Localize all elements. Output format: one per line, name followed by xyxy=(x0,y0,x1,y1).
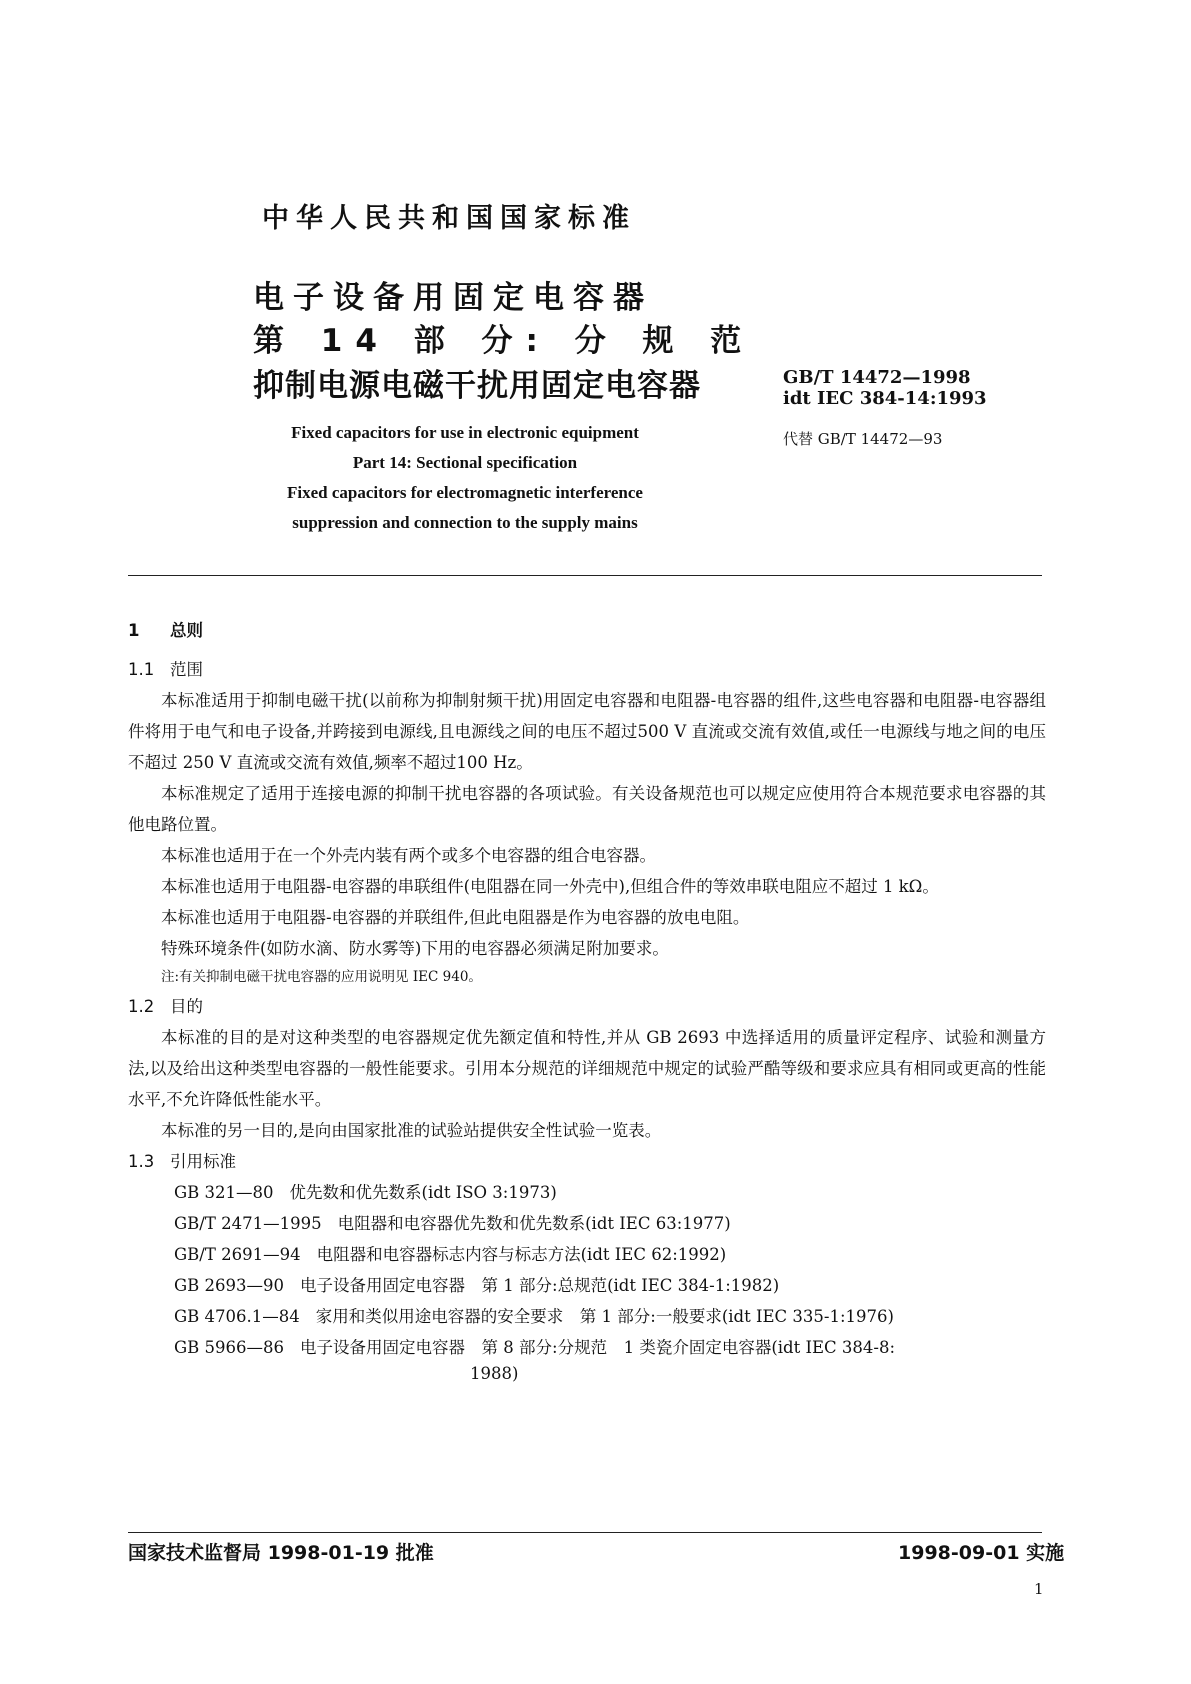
reference-code: GB/T 2471—1995 xyxy=(174,1214,322,1233)
section-1-heading xyxy=(128,615,1046,646)
section-number: 1.1 xyxy=(128,660,155,679)
reference-item xyxy=(128,1208,1046,1239)
section-1-3-heading xyxy=(128,1146,1046,1177)
reference-code: GB 321—80 xyxy=(174,1183,274,1202)
national-standard-heading: 中华人民共和国国家标准 xyxy=(262,203,636,234)
note: 注:有关抑制电磁干扰电容器的应用说明见 IEC 940。 xyxy=(161,969,482,985)
page-number: 1 xyxy=(1034,1580,1044,1598)
title-en-line: Part 14: Sectional specification xyxy=(352,453,578,472)
reference-code: GB 5966—86 xyxy=(174,1338,285,1357)
standard-number-block xyxy=(783,367,987,409)
paragraph: 本标准也适用于电阻器-电容器的串联组件(电阻器在同一外壳中),但组合件的等效串联电阻应不超过 1 kΩ。 xyxy=(161,877,939,896)
header-divider xyxy=(128,575,1042,576)
replaces-standard: 代替 GB/T 14472—93 xyxy=(783,430,943,448)
reference-title: 电阻器和电容器标志内容与标志方法(idt IEC 62:1992) xyxy=(316,1245,727,1264)
footer-divider xyxy=(128,1532,1042,1533)
title-cn-line1: 电子设备用固定电容器 xyxy=(253,280,653,316)
section-number: 1 xyxy=(128,621,140,640)
approval-date: 国家技术监督局 1998-01-19 批准 xyxy=(128,1542,434,1564)
section-1-2-heading xyxy=(128,991,1046,1022)
reference-title: 优先数和优先数系(idt ISO 3:1973) xyxy=(289,1183,557,1202)
title-en-line: Fixed capacitors for electromagnetic interference xyxy=(287,483,643,502)
title-en-line: suppression and connection to the supply mains xyxy=(292,513,638,532)
reference-item xyxy=(128,1332,1046,1363)
section-title: 目的 xyxy=(170,997,203,1016)
standard-number: GB/T 14472—1998 xyxy=(783,367,971,388)
paragraph: 特殊环境条件(如防水滴、防水雾等)下用的电容器必须满足附加要求。 xyxy=(161,939,669,958)
paragraph: 本标准的目的是对这种类型的电容器规定优先额定值和特性,并从 GB 2693 中选择适用的质量评定程序、试验和测量方法,以及给出这种类型电容器的一般性能要求。引用本分规范的详细规范中规定的试验严酷等级和要求应具有相同或更高的性能水平,不允许降低性能水平。 xyxy=(128,1028,1046,1109)
reference-code: GB 2693—90 xyxy=(174,1276,285,1295)
section-title: 范围 xyxy=(170,660,203,679)
title-cn-line2: 第 14 部 分: 分 规 范 xyxy=(253,323,755,359)
reference-item xyxy=(128,1301,1046,1332)
reference-item xyxy=(128,1239,1046,1270)
paragraph: 本标准的另一目的,是向由国家批准的试验站提供安全性试验一览表。 xyxy=(161,1121,662,1140)
reference-code: GB/T 2691—94 xyxy=(174,1245,301,1264)
paragraph: 本标准规定了适用于连接电源的抑制干扰电容器的各项试验。有关设备规范也可以规定应使用符合本规范要求电容器的其他电路位置。 xyxy=(128,784,1046,834)
section-title: 总则 xyxy=(170,621,203,640)
section-number: 1.2 xyxy=(128,997,155,1016)
idt-reference: idt IEC 384-14:1993 xyxy=(783,388,987,409)
reference-code: GB 4706.1—84 xyxy=(174,1307,300,1326)
document-body xyxy=(128,615,1046,1385)
title-en-line: Fixed capacitors for use in electronic equipment xyxy=(291,423,639,442)
reference-item xyxy=(128,1270,1046,1301)
implementation-date: 1998-09-01 实施 xyxy=(898,1542,1065,1564)
section-1-1-heading xyxy=(128,654,1046,685)
paragraph: 本标准适用于抑制电磁干扰(以前称为抑制射频干扰)用固定电容器和电阻器-电容器的组件,这些电容器和电阻器-电容器组件将用于电气和电子设备,并跨接到电源线,且电源线之间的电压不超过500 V 直流或交流有效值,或任一电源线与地之间的电压不超过 250 V 直流或交流有效值,频率不超过100 Hz。 xyxy=(128,691,1046,772)
paragraph: 本标准也适用于在一个外壳内装有两个或多个电容器的组合电容器。 xyxy=(161,846,656,865)
reference-title: 电阻器和电容器优先数和优先数系(idt IEC 63:1977) xyxy=(337,1214,731,1233)
reference-title: 电子设备用固定电容器 第 1 部分:总规范(idt IEC 384-1:1982) xyxy=(300,1276,780,1295)
title-cn-line3: 抑制电源电磁干扰用固定电容器 xyxy=(253,368,701,404)
reference-item xyxy=(128,1177,1046,1208)
reference-continuation: 1988) xyxy=(470,1364,519,1383)
section-number: 1.3 xyxy=(128,1152,155,1171)
paragraph: 本标准也适用于电阻器-电容器的并联组件,但此电阻器是作为电容器的放电电阻。 xyxy=(161,908,750,927)
reference-title: 家用和类似用途电容器的安全要求 第 1 部分:一般要求(idt IEC 335-1:1976) xyxy=(315,1307,894,1326)
reference-title: 电子设备用固定电容器 第 8 部分:分规范 1 类瓷介固定电容器(idt IEC 384-8: xyxy=(300,1338,896,1357)
title-en xyxy=(230,418,700,538)
section-title: 引用标准 xyxy=(170,1152,236,1171)
